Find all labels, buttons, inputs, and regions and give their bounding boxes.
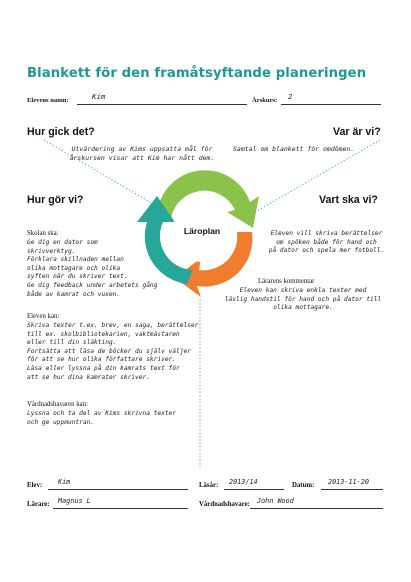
footer-pupil-label: Elev:: [27, 482, 43, 489]
goal-list: [264, 230, 389, 256]
guardian-heading: Vårdnadshavaren kan:: [27, 401, 88, 408]
footer-guardian-line: [250, 508, 383, 509]
grade-label: Årskurs:: [252, 97, 278, 104]
footer-date-label: Datum:: [292, 482, 315, 489]
school-line: skrivverktyg.: [27, 247, 76, 255]
footer-year-value[interactable]: 2013/14: [229, 478, 258, 486]
goal-line: om spöken både för hand och: [276, 238, 377, 246]
how-went-text: Utvärdering av Kims uppsatta mål för årskursen visar att Kim har nått dem.: [69, 145, 215, 162]
school-line: Förklara skillnaden mellan: [27, 256, 124, 264]
guardian-list: [27, 410, 202, 427]
school-line: Ge dig feedback under arbetets gång: [27, 281, 158, 289]
school-line: Ge dig en dator som: [27, 239, 98, 246]
school-heading: Skolan ska:: [27, 230, 59, 237]
footer-teacher-line: [53, 508, 188, 509]
footer-date-value[interactable]: 2013-11-20: [328, 478, 369, 486]
student-line: Skriva texter t.ex. brev, en saga, berättelser: [27, 322, 199, 329]
school-list: [27, 239, 177, 299]
heading-where-go: Vart ska vi?: [319, 194, 378, 206]
teacher-comment-heading: Lärarens kommentar: [258, 278, 315, 285]
heading-where-are: Var är vi?: [333, 126, 381, 138]
guardian-line: Lyssna och ta del av Kims skrivna texter: [27, 410, 177, 417]
student-name-label: Elevens namn:: [27, 97, 69, 104]
school-line: olika mottagare och olika: [27, 264, 121, 272]
student-line: Fortsätta att läsa de böcker du själv väljer: [27, 347, 191, 355]
footer-year-label: Läsår:: [199, 482, 219, 489]
cycle-label: Läroplan: [183, 226, 221, 236]
teacher-comment-list: [213, 287, 393, 313]
goal-line: Eleven vill skriva berättelser: [270, 230, 383, 237]
heading-how-do: Hur gör vi?: [27, 194, 84, 206]
student-line: för att se hur olika författare skriver.: [27, 356, 177, 364]
teacher-comment-line: läslig handstil för hand och på dator till: [224, 295, 382, 303]
grade-value[interactable]: 2: [288, 92, 293, 101]
heading-how-went: Hur gick det?: [27, 126, 95, 138]
school-line: syften när du skriver text.: [27, 273, 128, 281]
student-heading: Eleven kan:: [27, 313, 60, 320]
student-line: Läsa eller lyssna på din kamrats text för: [27, 364, 180, 372]
footer-year-line: [224, 489, 284, 490]
footer-guardian-value[interactable]: John Wood: [257, 497, 294, 505]
teacher-comment-line: Eleven kan skriva enkla texter med: [239, 287, 367, 294]
student-name-value[interactable]: Kim: [92, 92, 106, 101]
page-title: Blankett för den framåtsyftande planeringen: [27, 66, 367, 81]
student-line: eller till din släkting.: [27, 339, 117, 347]
school-line: både av kamrat och vuxen.: [27, 290, 121, 298]
guardian-line: och ge uppmuntran.: [27, 418, 95, 426]
footer-date-line: [321, 489, 383, 490]
student-line: att se hur dina kamrater skriver.: [27, 373, 150, 381]
footer-guardian-label: Vårdnadshavare:: [199, 501, 250, 508]
where-are-text: Samtal om blankett för omdömen.: [233, 145, 355, 153]
student-line: till ex. skolbibliotekarien, vaktmästaren: [27, 330, 180, 338]
footer-teacher-value[interactable]: Magnus L: [58, 497, 91, 505]
teacher-comment-line: olika mottagare.: [273, 304, 333, 312]
footer-pupil-line: [48, 489, 188, 490]
goal-line: på dator och spela mer fotboll.: [268, 247, 385, 255]
footer-teacher-label: Lärare:: [27, 501, 50, 508]
student-list: [27, 322, 202, 382]
footer-pupil-value[interactable]: Kim: [58, 478, 71, 486]
